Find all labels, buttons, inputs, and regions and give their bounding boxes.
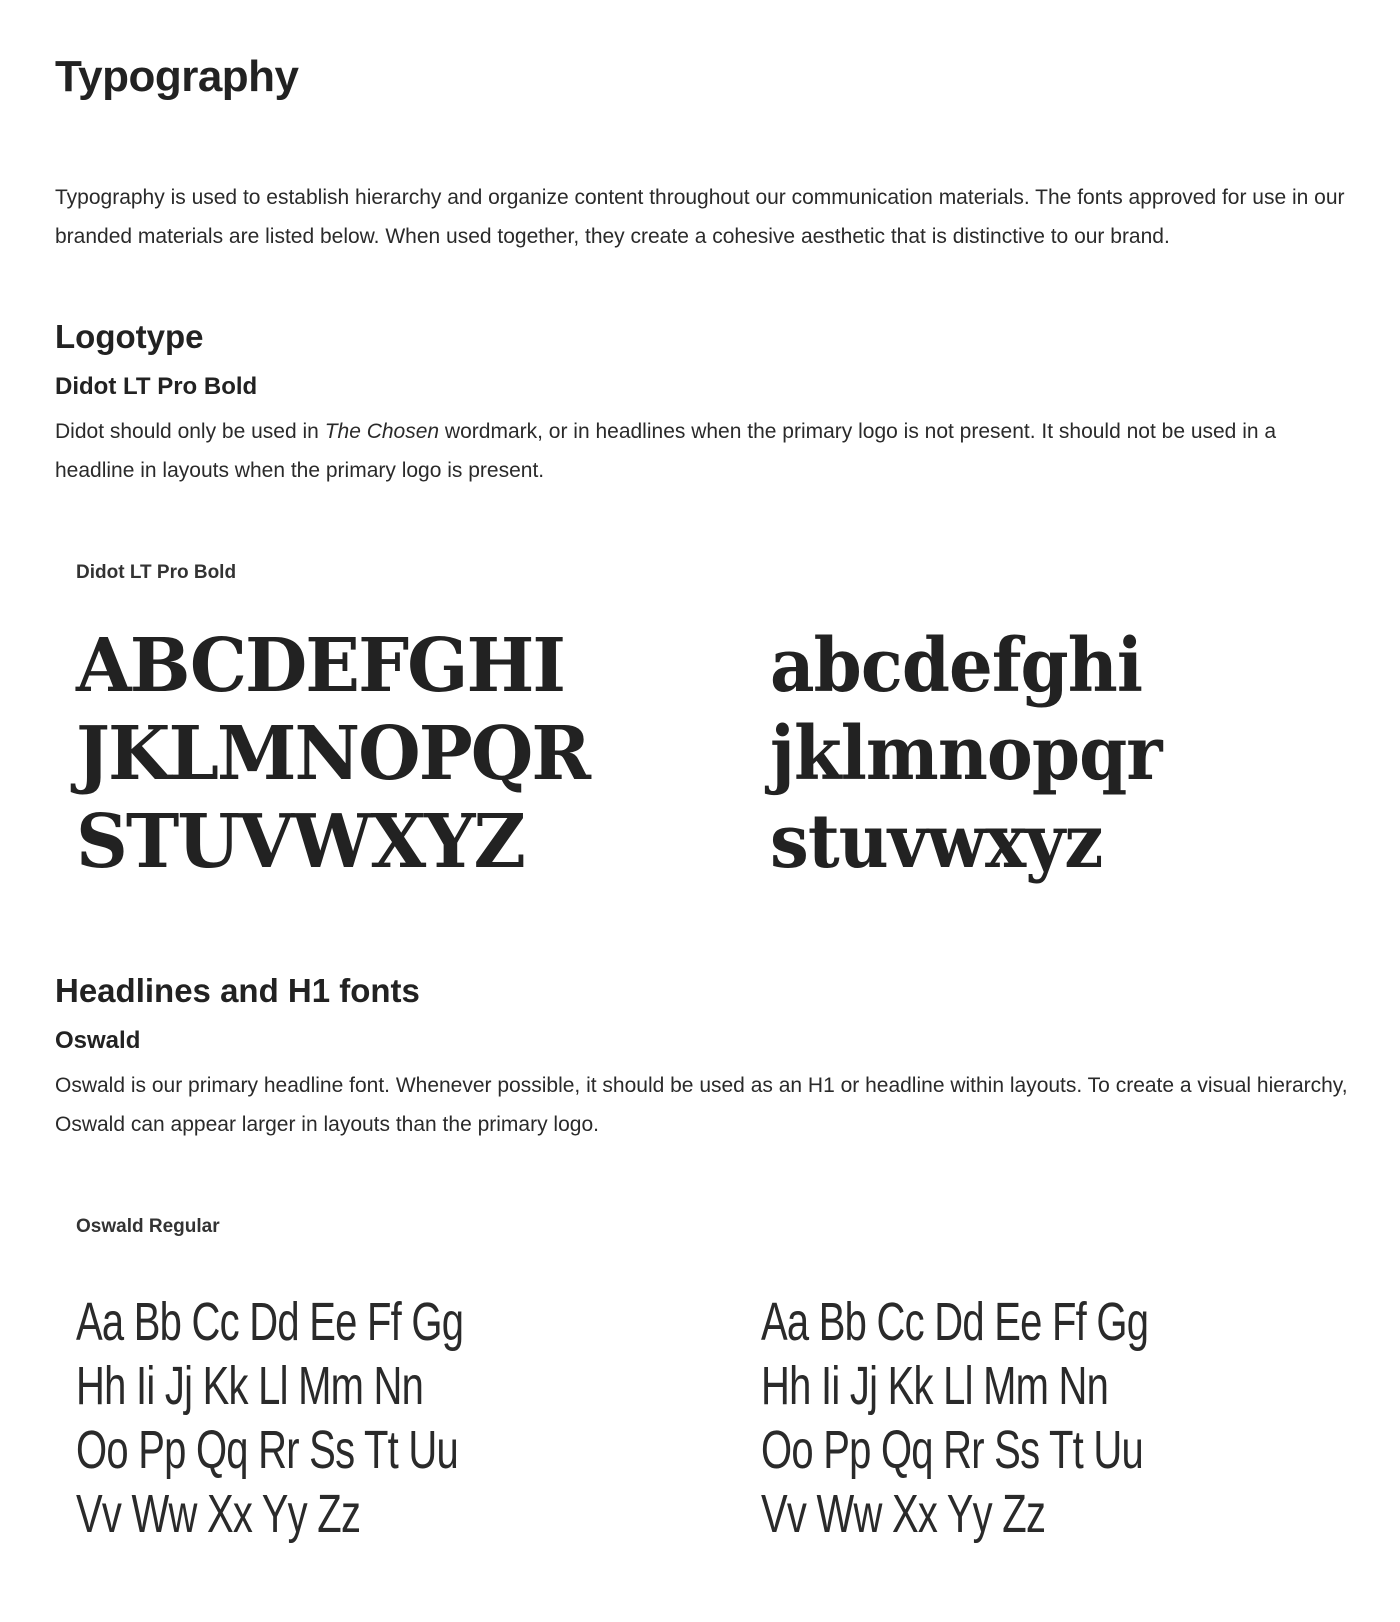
didot-lower-line: abcdefghi: [770, 623, 1143, 709]
oswald-left-line: Hh Ii Jj Kk Ll Mm Nn: [76, 1356, 424, 1416]
oswald-specimen-left: [76, 1290, 463, 1546]
oswald-specimen-label: Oswald Regular: [76, 1216, 220, 1237]
oswald-specimen-right: [761, 1290, 1148, 1546]
oswald-left-line: Vv Ww Xx Yy Zz: [76, 1484, 361, 1544]
intro-paragraph: Typography is used to establish hierarchy and organize content throughout our communication materials. The fonts approved for use in our branded materials are listed below. When used together, they create a cohesive aesthetic that is distinctive to our brand.: [55, 186, 1345, 248]
didot-lower-line: jklmnopqr: [770, 711, 1162, 797]
oswald-left-line: Oo Pp Qq Rr Ss Tt Uu: [76, 1420, 458, 1480]
didot-uppercase-specimen: [76, 622, 589, 886]
page-title: Typography: [55, 52, 299, 101]
oswald-right-line: Aa Bb Cc Dd Ee Ff Gg: [761, 1292, 1149, 1352]
oswald-right-line: Hh Ii Jj Kk Ll Mm Nn: [761, 1356, 1109, 1416]
logotype-font-name: Didot LT Pro Bold: [55, 373, 258, 400]
didot-upper-line: JKLMNOPQR: [76, 711, 590, 797]
logotype-heading: Logotype: [55, 318, 204, 355]
oswald-right-line: Oo Pp Qq Rr Ss Tt Uu: [761, 1420, 1143, 1480]
oswald-left-line: Aa Bb Cc Dd Ee Ff Gg: [76, 1292, 464, 1352]
didot-lowercase-specimen: [770, 622, 1162, 886]
oswald-right-line: Vv Ww Xx Yy Zz: [761, 1484, 1046, 1544]
didot-specimen-label: Didot LT Pro Bold: [76, 562, 237, 583]
headlines-heading: Headlines and H1 fonts: [55, 972, 420, 1009]
didot-lower-line: stuvwxyz: [770, 799, 1103, 885]
didot-upper-line: ABCDEFGHI: [76, 623, 564, 709]
logotype-description: [55, 412, 1355, 490]
logotype-desc-emphasis: The Chosen: [324, 420, 440, 443]
logotype-desc-after: wordmark, or in headlines when the primary logo is not present. It should not be used in a headline in layouts when the primary logo is present.: [55, 420, 1277, 482]
headlines-font-name: Oswald: [55, 1027, 141, 1054]
didot-upper-line: STUVWXYZ: [76, 799, 524, 885]
headlines-description: Oswald is our primary headline font. Whenever possible, it should be used as an H1 or headline within layouts. To create a visual hierarchy, Oswald can appear larger in layouts than the primary logo.: [55, 1074, 1348, 1136]
logotype-desc-before: Didot should only be used in: [55, 420, 325, 443]
